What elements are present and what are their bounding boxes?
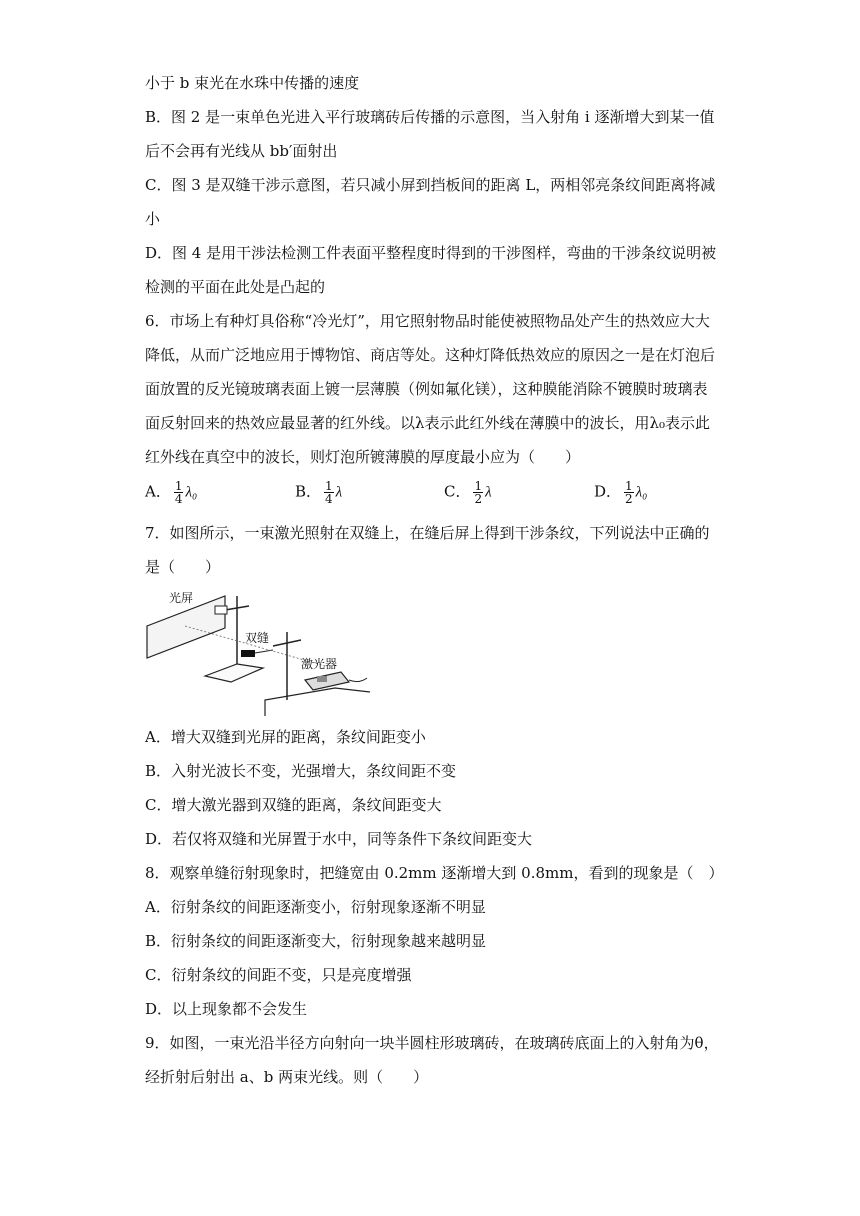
- q7-option-c: C．增大激光器到双缝的距离，条纹间距变大: [145, 796, 442, 814]
- question-9-line1: 9．如图，一束光沿半径方向射向一块半圆柱形玻璃砖，在玻璃砖底面上的入射角为θ，: [145, 1034, 719, 1052]
- screen-shape: [147, 596, 225, 658]
- option-5d-line1: D．图 4 是用干涉法检测工件表面平整程度时得到的干涉图样，弯曲的干涉条纹说明被: [145, 244, 717, 262]
- text-line: 小于 b 束光在水珠中传播的速度: [145, 74, 360, 92]
- question-9-line2: 经折射后射出 a、b 两束光线。则（ ）: [145, 1068, 429, 1086]
- question-7-line1: 7．如图所示，一束激光照射在双缝上，在缝后屏上得到干涉条纹，下列说法中正确的: [145, 524, 710, 542]
- question-7-line2: 是（ ）: [145, 558, 221, 576]
- option-5c-line2: 小: [145, 210, 161, 228]
- question-8: 8．观察单缝衍射现象时，把缝宽由 0.2mm 逐渐增大到 0.8mm，看到的现象是（ ）: [145, 864, 724, 882]
- apparatus-drawing: [145, 588, 370, 718]
- left-stand-base: [205, 664, 263, 682]
- right-stand-base: [265, 688, 370, 716]
- q7-option-a: A．增大双缝到光屏的距离，条纹间距变小: [145, 728, 426, 746]
- screen-label: 光屏: [169, 591, 194, 605]
- q6-option-d: D． $\frac{1}{2}$ λ₀: [594, 479, 648, 506]
- q6-option-b: B． $\frac{1}{4}$ λ: [295, 479, 343, 506]
- double-slit-shape: [241, 650, 255, 657]
- question-6-line4: 面反射回来的热效应最显著的红外线。以λ表示此红外线在薄膜中的波长，用λ₀表示此: [145, 414, 711, 432]
- q6-option-a: A． $\frac{1}{4}$ λ₀: [145, 479, 198, 506]
- option-5b-line2: 后不会再有光线从 bb′面射出: [145, 142, 338, 160]
- laser-label: 激光器: [301, 657, 338, 671]
- q8-option-d: D．以上现象都不会发生: [145, 1000, 308, 1018]
- q8-option-a: A．衍射条纹的间距逐渐变小，衍射现象逐渐不明显: [145, 898, 486, 916]
- q6-option-c: C． $\frac{1}{2}$ λ: [444, 479, 492, 506]
- q7-option-b: B．入射光波长不变，光强增大，条纹间距不变: [145, 762, 457, 780]
- question-6-line1: 6．市场上有种灯具俗称“冷光灯”，用它照射物品时能使被照物品处产生的热效应大大: [145, 312, 710, 330]
- question-6-line2: 降低，从而广泛地应用于博物馆、商店等处。这种灯降低热效应的原因之一是在灯泡后: [145, 346, 716, 364]
- q7-option-d: D．若仅将双缝和光屏置于水中，同等条件下条纹间距变大: [145, 830, 533, 848]
- q8-option-c: C．衍射条纹的间距不变，只是亮度增强: [145, 966, 412, 984]
- question-6-line3: 面放置的反光镜玻璃表面上镀一层薄膜（例如氟化镁），这种膜能消除不镀膜时玻璃表: [145, 380, 708, 398]
- option-5c-line1: C．图 3 是双缝干涉示意图，若只减小屏到挡板间的距离 L，两相邻亮条纹间距离将减: [145, 176, 716, 194]
- option-5d-line2: 检测的平面在此处是凸起的: [145, 278, 326, 296]
- q8-option-b: B．衍射条纹的间距逐渐变大，衍射现象越来越明显: [145, 932, 487, 950]
- slit-label: 双缝: [245, 631, 270, 645]
- option-5b-line1: B．图 2 是一束单色光进入平行玻璃砖后传播的示意图，当入射角 i 逐渐增大到某一值: [145, 108, 715, 126]
- question-6-line5: 红外线在真空中的波长，则灯泡所镀薄膜的厚度最小应为（ ）: [145, 448, 581, 466]
- double-slit-apparatus-figure: [145, 588, 370, 718]
